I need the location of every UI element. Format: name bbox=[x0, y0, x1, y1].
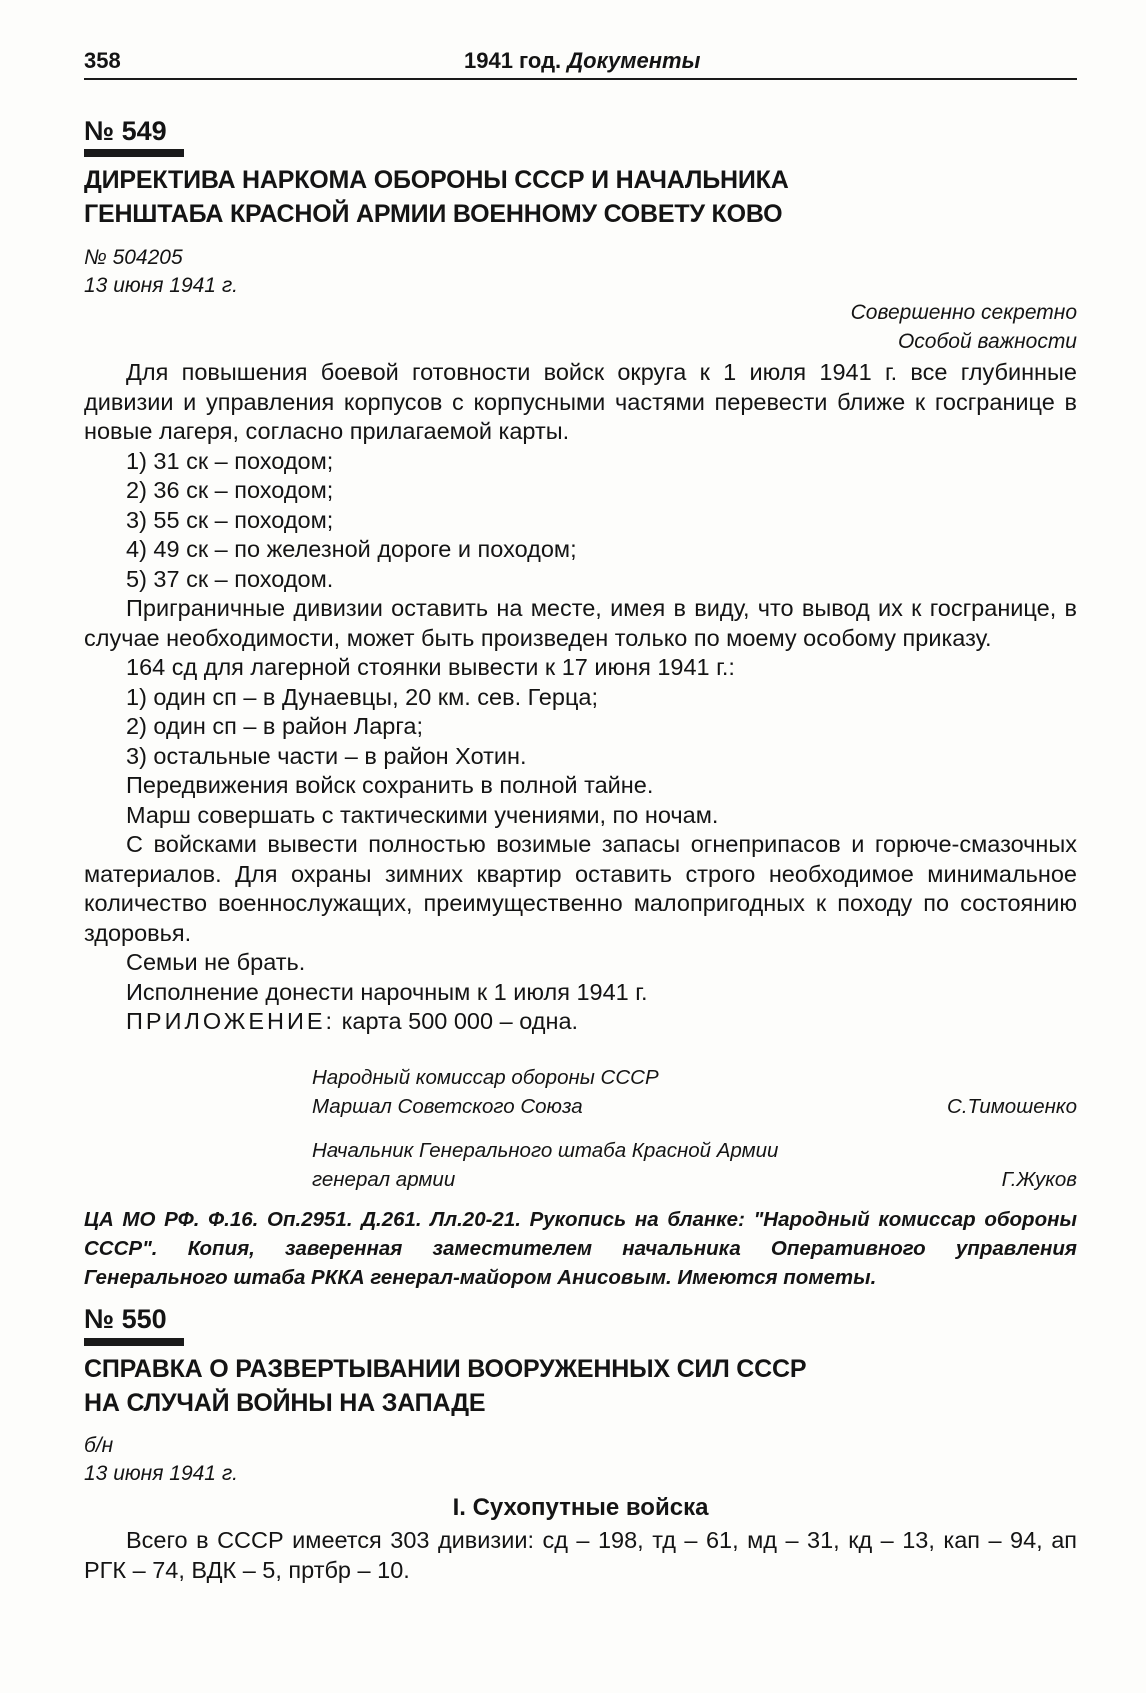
paragraph: Приграничные дивизии оставить на месте, имея в виду, что вывод их к госгранице, в случае необходимости, может быть произведен только по моему особому приказу. bbox=[84, 595, 1077, 651]
list-item: 1) 31 ск – походом; bbox=[126, 447, 334, 474]
doc-550-rule bbox=[84, 1338, 184, 1346]
paragraph: Передвижения войск сохранить в полной тайне. bbox=[126, 772, 654, 798]
doc-549-meta bbox=[84, 244, 238, 300]
book-page bbox=[84, 0, 1077, 1693]
paragraph: С войсками вывести полностью возимые запасы огнеприпасов и горюче-смазочных материалов. Для охраны зимних квартир оставить строго необходимое минимальное количество военнослужащих, преимущественно малопригодных к походу по состоянию здоровья. bbox=[84, 831, 1077, 946]
doc-550-title-line2: НА СЛУЧАЙ ВОЙНЫ НА ЗАПАДЕ bbox=[84, 1389, 486, 1417]
doc-549-title-line1: ДИРЕКТИВА НАРКОМА ОБОРОНЫ СССР И НАЧАЛЬНИКА bbox=[84, 166, 789, 194]
signature-row bbox=[312, 1165, 1077, 1194]
doc-549-body bbox=[84, 358, 1077, 1037]
running-title-year: 1941 год. bbox=[464, 48, 562, 73]
paragraph: Всего в СССР имеется 303 дивизии: сд – 198, тд – 61, мд – 31, кд – 13, кап – 94, ап РГК – 74, ВДК – 5, пртбр – 10. bbox=[84, 1527, 1077, 1583]
signature-name: С.Тимошенко bbox=[947, 1095, 1077, 1118]
list-item: 5) 37 ск – походом. bbox=[126, 565, 334, 592]
running-title-italic: Документы bbox=[567, 48, 701, 73]
doc-549-title-line2: ГЕНШТАБА КРАСНОЙ АРМИИ ВОЕННОМУ СОВЕТУ КОВО bbox=[84, 200, 783, 228]
doc-550-date: 13 июня 1941 г. bbox=[84, 1462, 239, 1485]
paragraph: Семьи не брать. bbox=[126, 949, 306, 975]
doc-550-title-line1: СПРАВКА О РАЗВЕРТЫВАНИИ ВООРУЖЕННЫХ СИЛ СССР bbox=[84, 1355, 807, 1383]
appendix-label: ПРИЛОЖЕНИЕ: bbox=[126, 1008, 336, 1034]
doc-550-ref: б/н bbox=[84, 1434, 114, 1457]
doc-550-number: № 550 bbox=[84, 1304, 167, 1334]
doc-549-classification bbox=[851, 298, 1077, 356]
doc-550-meta bbox=[84, 1432, 238, 1488]
doc-550-body bbox=[84, 1526, 1077, 1585]
paragraph: Марш совершать с тактическими учениями, по ночам. bbox=[126, 801, 719, 828]
section-heading: I. Сухопутные войска bbox=[452, 1494, 709, 1521]
list-item: 4) 49 ск – по железной дороге и походом; bbox=[126, 536, 577, 562]
paragraph: Исполнение донести нарочным к 1 июля 1941 г. bbox=[126, 978, 648, 1005]
signature-rank: Маршал Советского Союза bbox=[312, 1095, 583, 1118]
doc-549-number: № 549 bbox=[84, 116, 167, 146]
doc-549-title bbox=[84, 163, 789, 231]
signature-title: Народный комиссар обороны СССР bbox=[312, 1066, 659, 1089]
doc-550-title bbox=[84, 1352, 806, 1420]
paragraph: Для повышения боевой готовности войск округа к 1 июля 1941 г. все глубинные дивизии и управления корпусов с корпусными частями перевести ближе к госгранице в новые лагеря, согласно прилагаемой карты. bbox=[84, 359, 1077, 444]
running-title bbox=[464, 48, 700, 74]
signature-zhukov bbox=[312, 1136, 1077, 1194]
signature-row bbox=[312, 1092, 1077, 1121]
paragraph: 164 сд для лагерной стоянки вывести к 17 июня 1941 г.: bbox=[126, 654, 735, 680]
appendix-text: карта 500 000 – одна. bbox=[341, 1008, 579, 1034]
doc-549-date: 13 июня 1941 г. bbox=[84, 274, 239, 297]
doc-549-rule bbox=[84, 149, 184, 157]
appendix-line bbox=[84, 1007, 1077, 1037]
doc-549-ref: № 504205 bbox=[84, 246, 183, 269]
list-item: 3) 55 ск – походом; bbox=[126, 506, 334, 533]
list-item: 3) остальные части – в район Хотин. bbox=[126, 742, 527, 769]
list-item: 2) 36 ск – походом; bbox=[126, 477, 334, 503]
list-item: 1) один сп – в Дунаевцы, 20 км. сев. Герца; bbox=[126, 683, 599, 710]
signature-rank: генерал армии bbox=[312, 1168, 456, 1191]
running-header bbox=[84, 48, 1077, 80]
signature-name: Г.Жуков bbox=[1001, 1168, 1077, 1191]
archive-reference: ЦА МО РФ. Ф.16. Оп.2951. Д.261. Лл.20-21. Рукопись на бланке: "Народный комиссар обороны СССР". Копия, заверенная заместителем начальника Оперативного управления Генерального штаба РККА генерал-майором Анисовым. Имеются пометы. bbox=[84, 1208, 1077, 1289]
list-item: 2) один сп – в район Ларга; bbox=[126, 713, 423, 739]
classification-importance: Особой важности bbox=[897, 330, 1077, 353]
signature-timoshenko bbox=[312, 1063, 1077, 1121]
signature-title: Начальник Генерального штаба Красной Армии bbox=[312, 1139, 779, 1162]
classification-secret: Совершенно секретно bbox=[850, 301, 1077, 324]
page-number: 358 bbox=[84, 48, 121, 73]
